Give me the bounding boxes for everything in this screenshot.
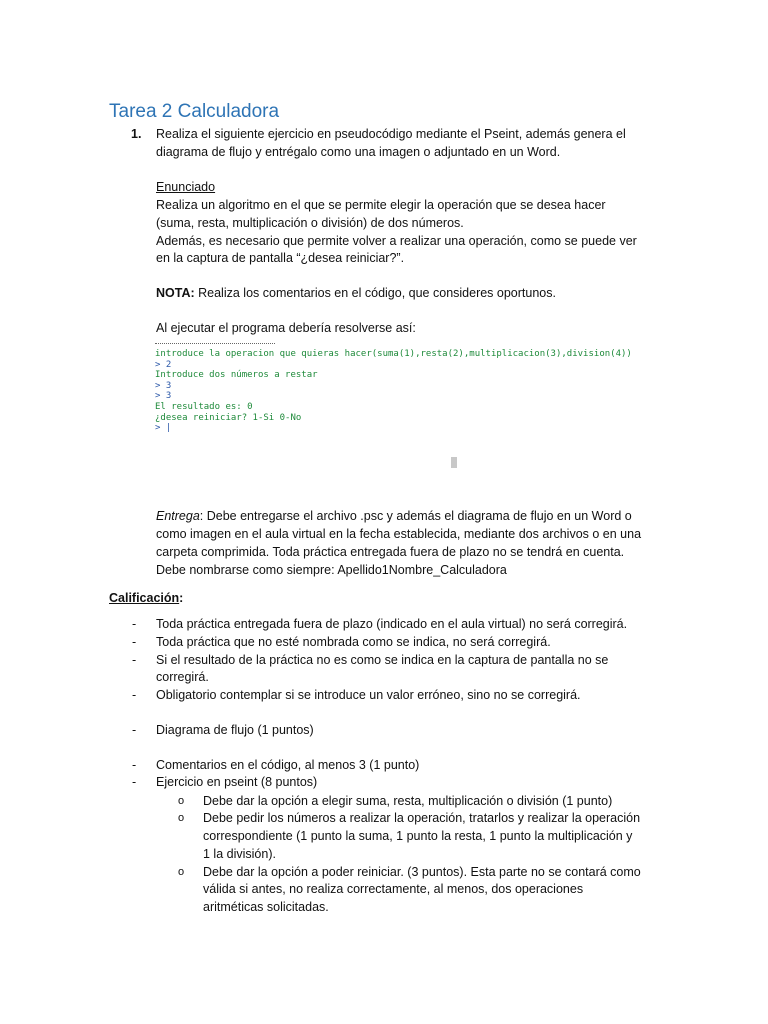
calificacion-item: Toda práctica entregada fuera de plazo (indicado en el aula virtual) no será corregirá. — [156, 617, 628, 631]
entrega-text: : Debe entregarse el archivo .psc y además el diagrama de flujo en un Word o — [199, 509, 632, 523]
cursor-mark — [451, 457, 457, 468]
calificacion-item: Ejercicio en pseint (8 puntos) — [156, 775, 318, 789]
console-line: introduce la operacion que quieras hacer(suma(1),resta(2),multiplicacion(3),division(4)) — [155, 349, 632, 359]
calificacion-item: Toda práctica que no esté nombrada como se indica, no será corregirá. — [156, 635, 551, 649]
dash-bullet: - — [132, 653, 137, 667]
calificacion-subitem-cont: 1 la división). — [203, 847, 276, 861]
calificacion-subitem-cont: válida si antes, no realiza correctamente, al menos, dos operaciones — [203, 882, 584, 896]
calificacion-subitem: Debe dar la opción a poder reiniciar. (3 puntos). Esta parte no se contará como — [203, 865, 641, 879]
entrega-line3: carpeta comprimida. Toda práctica entregada fuera de plazo no se tendrá en cuenta. — [156, 545, 625, 559]
calificacion-item: Diagrama de flujo (1 puntos) — [156, 723, 314, 737]
console-line: Introduce dos números a restar — [155, 370, 318, 381]
circle-bullet: o — [178, 795, 185, 807]
console-line: El resultado es: 0 — [155, 401, 253, 412]
item-number: 1. — [131, 127, 142, 141]
entrega-line4: Debe nombrarse como siempre: Apellido1Nombre_Calculadora — [156, 563, 507, 577]
entrega-line2: como imagen en el aula virtual en la fecha establecida, mediante dos archivos o en una — [156, 527, 642, 541]
enunciado-line: (suma, resta, multiplicación o división) de dos números. — [156, 216, 464, 230]
calificacion-subitem-cont: aritméticas solicitadas. — [203, 900, 329, 914]
calificacion-item: Si el resultado de la práctica no es como se indica en la captura de pantalla no se — [156, 653, 609, 667]
dash-bullet: - — [132, 758, 137, 772]
dash-bullet: - — [132, 635, 137, 649]
enunciado-heading: Enunciado — [156, 180, 216, 194]
console-line: > | — [155, 423, 172, 434]
console-line: > 2 — [155, 359, 172, 370]
calificacion-colon: : — [179, 591, 184, 605]
calificacion-heading-row — [109, 589, 183, 607]
console-line: > 3 — [155, 391, 172, 402]
console-screenshot — [155, 349, 690, 449]
console-line: > 3 — [155, 380, 172, 391]
circle-bullet: o — [178, 866, 185, 878]
dash-bullet: - — [132, 723, 137, 737]
calificacion-heading: Calificación — [109, 591, 180, 605]
item1-line2: diagrama de flujo y entrégalo como una imagen o adjuntado en un Word. — [156, 145, 561, 159]
nota-text: Realiza los comentarios en el código, que consideres oportunos. — [194, 286, 556, 300]
calificacion-subitem-cont: correspondiente (1 punto la suma, 1 punto la resta, 1 punto la multiplicación y — [203, 829, 633, 843]
nota-label: NOTA: — [156, 286, 195, 300]
item1-line1: Realiza el siguiente ejercicio en pseudocódigo mediante el Pseint, además genera el — [156, 127, 626, 141]
dash-bullet: - — [132, 688, 137, 702]
page-title: Tarea 2 Calculadora — [109, 101, 280, 122]
entrega-line1 — [156, 507, 632, 525]
console-line: ¿desea reiniciar? 1-Si 0-No — [155, 412, 302, 423]
calificacion-item: Comentarios en el código, al menos 3 (1 punto) — [156, 758, 420, 772]
enunciado-line: en la captura de pantalla “¿desea reiniciar?”. — [156, 251, 405, 265]
calificacion-subitem: Debe pedir los números a realizar la operación, tratarlos y realizar la operación — [203, 811, 641, 825]
cropped-line — [155, 343, 275, 348]
dash-bullet: - — [132, 617, 137, 631]
dash-bullet: - — [132, 775, 137, 789]
enunciado-line: Realiza un algoritmo en el que se permite elegir la operación que se desea hacer — [156, 198, 606, 212]
nota-paragraph — [156, 284, 556, 302]
circle-bullet: o — [178, 812, 185, 824]
entrega-label: Entrega — [156, 509, 200, 523]
ejecutar-text: Al ejecutar el programa debería resolverse así: — [156, 321, 416, 335]
calificacion-item: Obligatorio contemplar si se introduce un valor erróneo, sino no se corregirá. — [156, 688, 581, 702]
calificacion-item-cont: corregirá. — [156, 670, 209, 684]
calificacion-subitem: Debe dar la opción a elegir suma, resta, multiplicación o división (1 punto) — [203, 794, 613, 808]
enunciado-line: Además, es necesario que permite volver a realizar una operación, como se puede ver — [156, 234, 637, 248]
